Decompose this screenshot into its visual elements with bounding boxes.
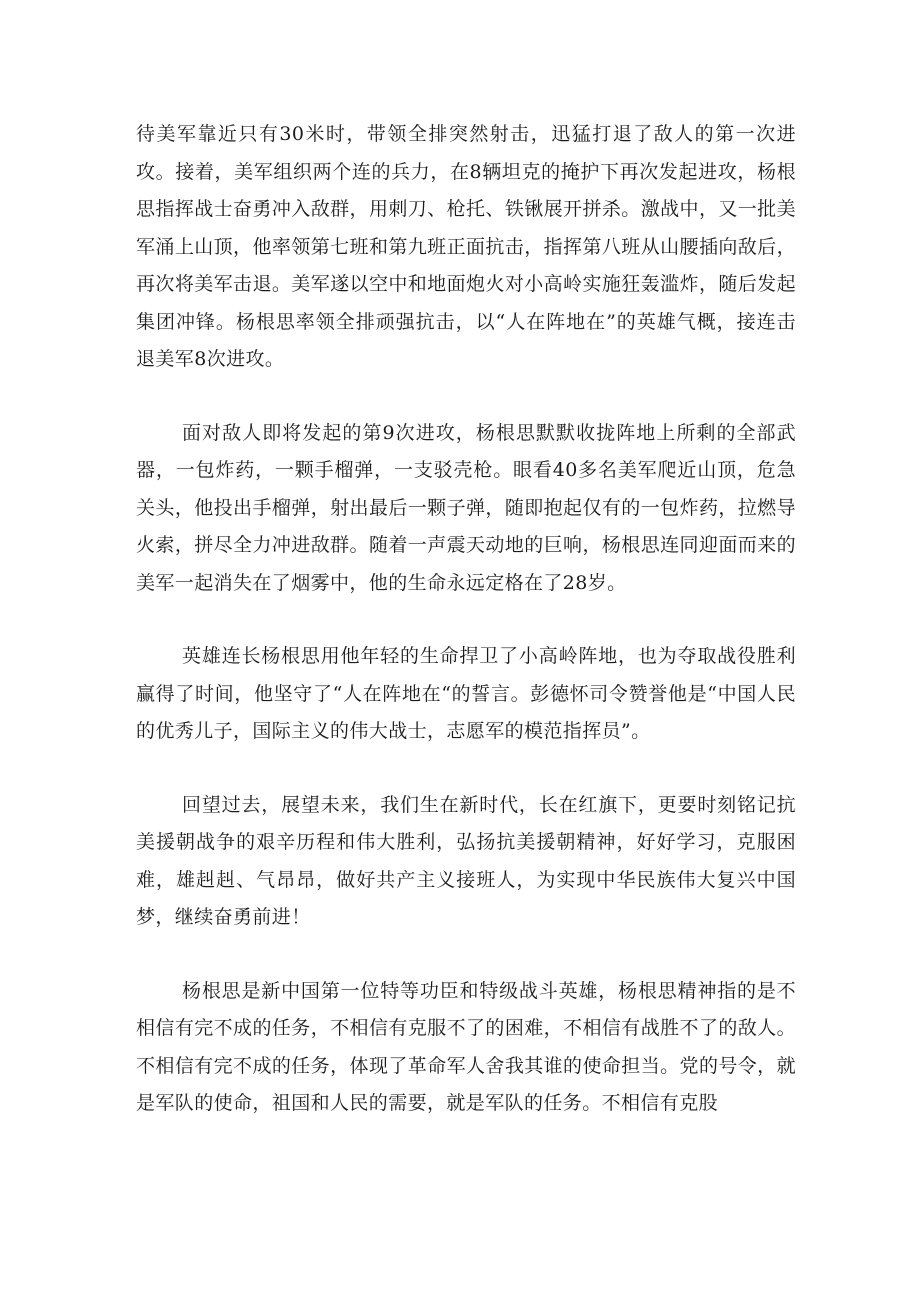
paragraph-hero-oath: 英雄连长杨根思用他年轻的生命捍卫了小高岭阵地，也为夺取战役胜利赢得了时间，他坚守了“人在阵地在“的誓言。彭德怀司令赞誉他是“中国人民的优秀儿子，国际主义的伟大战士，志愿军的模范指挥员”。 xyxy=(136,645,796,742)
paragraph-yang-gensi-spirit: 杨根思是新中国第一位特等功臣和特级战斗英雄，杨根思精神指的是不相信有完不成的任务，不相信有克服不了的困难，不相信有战胜不了的敌人。不相信有完不成的任务，体现了革命军人舍我其谁的使命担当。党的号令，就是军队的使命，祖国和人民的需要，就是军队的任务。不相信有克股 xyxy=(136,979,796,1114)
paragraph-continued-battle: 待美军靠近只有30米时，带领全排突然射击，迅猛打退了敌人的第一次进攻。接着，美军组织两个连的兵力，在8辆坦克的掩护下再次发起进攻，杨根思指挥战士奋勇冲入敌群，用刺刀、枪托、铁锹展开拼杀。激战中，又一批美军涌上山顶，他率领第七班和第九班正面抗击，指挥第八班从山腰插向敌后，再次将美军击退。美军遂以空中和地面炮火对小高岭实施狂轰滥炸，随后发起集团冲锋。杨根思率领全排顽强抗击，以“人在阵地在”的英雄气概，接连击退美军8次进攻。 xyxy=(136,123,796,370)
paragraph-ninth-attack: 面对敌人即将发起的第9次进攻，杨根思默默收拢阵地上所剩的全部武器，一包炸药，一颗手榴弹，一支驳壳枪。眼看40多名美军爬近山顶，危急关头，他投出手榴弹，射出最后一颗子弹，随即抱起仅有的一包炸药，拉燃导火索，拼尽全力冲进敌群。随着一声震天动地的巨响，杨根思连同迎面而来的美军一起消失在了烟雾中，他的生命永远定格在了28岁。 xyxy=(136,421,796,594)
paragraph-looking-forward: 回望过去，展望未来，我们生在新时代，长在红旗下，更要时刻铭记抗美援朝战争的艰辛历程和伟大胜利，弘扬抗美援朝精神，好好学习，克服困难，雄赳赳、气昂昂，做好共产主义接班人，为实现中华民族伟大复兴中国梦，继续奋勇前进！ xyxy=(136,793,796,928)
document-body xyxy=(136,116,796,1159)
